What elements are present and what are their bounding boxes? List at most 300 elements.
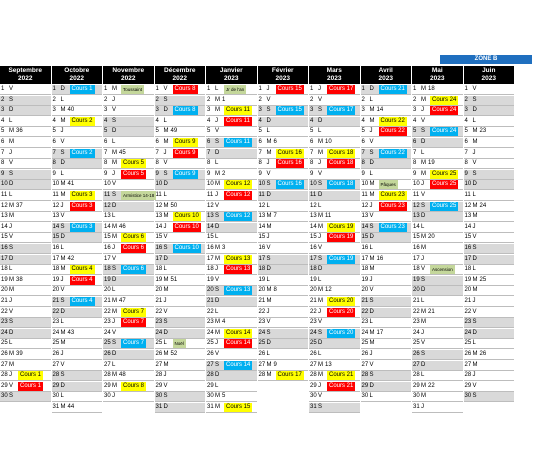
day-row[interactable] [258, 371, 309, 381]
day-row[interactable] [0, 138, 51, 148]
course-tag[interactable]: Cours 14 [226, 329, 251, 336]
day-row[interactable] [412, 297, 463, 307]
day-row[interactable] [52, 318, 103, 328]
day-row[interactable] [309, 85, 360, 95]
day-row[interactable] [52, 350, 103, 360]
day-row[interactable] [361, 255, 412, 265]
day-row[interactable] [52, 170, 103, 180]
day-row[interactable] [103, 85, 154, 95]
day-row[interactable] [103, 255, 154, 265]
day-row[interactable] [52, 212, 103, 222]
day-row[interactable] [361, 371, 412, 381]
day-row[interactable] [309, 382, 360, 392]
day-row[interactable] [52, 361, 103, 371]
day-row[interactable] [361, 191, 412, 201]
day-row[interactable] [412, 392, 463, 402]
day-row[interactable] [155, 149, 206, 159]
day-row[interactable] [464, 350, 515, 360]
day-row[interactable] [0, 85, 51, 95]
day-row[interactable] [103, 106, 154, 116]
day-row[interactable] [309, 159, 360, 169]
day-row[interactable] [0, 180, 51, 190]
day-row[interactable] [155, 329, 206, 339]
day-row[interactable] [309, 392, 360, 402]
day-row[interactable] [464, 180, 515, 190]
day-row[interactable] [103, 244, 154, 254]
day-row[interactable] [206, 159, 257, 169]
day-row[interactable] [103, 392, 154, 402]
day-row[interactable] [52, 223, 103, 233]
day-row[interactable] [155, 403, 206, 413]
day-row[interactable] [52, 106, 103, 116]
course-tag[interactable]: Cours 12 [226, 213, 251, 220]
course-tag[interactable]: Cours 18 [329, 181, 354, 188]
day-row[interactable] [412, 286, 463, 296]
day-row[interactable] [309, 276, 360, 286]
day-row[interactable] [206, 138, 257, 148]
day-row[interactable] [52, 297, 103, 307]
day-row[interactable] [206, 170, 257, 180]
course-tag[interactable]: Cours 12 [226, 181, 251, 188]
day-row[interactable] [0, 308, 51, 318]
day-row[interactable] [258, 180, 309, 190]
day-row[interactable] [412, 329, 463, 339]
day-row[interactable] [103, 350, 154, 360]
day-row[interactable] [309, 117, 360, 127]
course-tag[interactable]: Cours 3 [71, 202, 93, 209]
course-tag[interactable]: Cours 5 [123, 170, 145, 177]
day-row[interactable] [155, 308, 206, 318]
day-row[interactable] [412, 350, 463, 360]
day-row[interactable] [155, 170, 206, 180]
day-row[interactable] [361, 106, 412, 116]
day-row[interactable] [309, 191, 360, 201]
day-row[interactable] [52, 117, 103, 127]
day-row[interactable] [155, 276, 206, 286]
day-row[interactable] [103, 191, 154, 201]
day-row[interactable] [309, 127, 360, 137]
day-row[interactable] [412, 96, 463, 106]
day-row[interactable] [361, 85, 412, 95]
day-row[interactable] [309, 403, 360, 413]
day-row[interactable] [52, 202, 103, 212]
course-tag[interactable]: Cours 15 [277, 86, 302, 92]
course-tag[interactable]: Cours 24 [432, 107, 457, 114]
day-row[interactable] [258, 265, 309, 275]
day-row[interactable] [412, 85, 463, 95]
course-tag[interactable]: Cours 11 [226, 107, 250, 114]
day-row[interactable] [258, 170, 309, 180]
day-row[interactable] [258, 106, 309, 116]
course-tag[interactable]: Cours 17 [329, 107, 354, 114]
day-row[interactable] [52, 244, 103, 254]
day-row[interactable] [103, 361, 154, 371]
course-tag[interactable]: Cours 16 [277, 160, 302, 167]
day-row[interactable] [258, 233, 309, 243]
day-row[interactable] [258, 361, 309, 371]
day-row[interactable] [103, 117, 154, 127]
day-row[interactable] [361, 96, 412, 106]
course-tag[interactable]: Cours 21 [329, 372, 354, 379]
day-row[interactable] [0, 127, 51, 137]
course-tag[interactable]: Cours 8 [174, 86, 196, 92]
course-tag[interactable]: Cours 19 [329, 255, 354, 262]
day-row[interactable] [412, 244, 463, 254]
day-row[interactable] [206, 371, 257, 381]
day-row[interactable] [206, 308, 257, 318]
day-row[interactable] [412, 361, 463, 371]
course-tag[interactable]: Cours 22 [380, 149, 405, 156]
day-row[interactable] [309, 244, 360, 254]
day-row[interactable] [258, 329, 309, 339]
day-row[interactable] [309, 308, 360, 318]
day-row[interactable] [103, 329, 154, 339]
course-tag[interactable]: Cours 17 [329, 86, 354, 92]
course-tag[interactable]: Cours 9 [174, 170, 196, 177]
day-row[interactable] [412, 223, 463, 233]
day-row[interactable] [361, 392, 412, 402]
day-row[interactable] [412, 191, 463, 201]
day-row[interactable] [412, 371, 463, 381]
day-row[interactable] [103, 371, 154, 381]
day-row[interactable] [206, 212, 257, 222]
day-row[interactable] [361, 149, 412, 159]
day-row[interactable] [103, 265, 154, 275]
day-row[interactable] [206, 403, 257, 413]
day-row[interactable] [103, 159, 154, 169]
day-row[interactable] [464, 170, 515, 180]
day-row[interactable] [309, 149, 360, 159]
day-row[interactable] [155, 371, 206, 381]
day-row[interactable] [258, 127, 309, 137]
day-row[interactable] [206, 180, 257, 190]
day-row[interactable] [103, 318, 154, 328]
day-row[interactable] [0, 106, 51, 116]
day-row[interactable] [412, 202, 463, 212]
day-row[interactable] [464, 191, 515, 201]
day-row[interactable] [0, 255, 51, 265]
day-row[interactable] [464, 138, 515, 148]
day-row[interactable] [412, 265, 463, 275]
day-row[interactable] [206, 265, 257, 275]
day-row[interactable] [52, 308, 103, 318]
day-row[interactable] [464, 392, 515, 402]
day-row[interactable] [155, 117, 206, 127]
day-row[interactable] [361, 170, 412, 180]
day-row[interactable] [0, 318, 51, 328]
day-row[interactable] [464, 276, 515, 286]
day-row[interactable] [412, 255, 463, 265]
day-row[interactable] [0, 244, 51, 254]
day-row[interactable] [206, 350, 257, 360]
course-tag[interactable]: Cours 2 [71, 117, 93, 124]
day-row[interactable] [464, 318, 515, 328]
day-row[interactable] [206, 127, 257, 137]
day-row[interactable] [103, 339, 154, 349]
day-row[interactable] [258, 318, 309, 328]
day-row[interactable] [258, 96, 309, 106]
day-row[interactable] [103, 212, 154, 222]
day-row[interactable] [464, 85, 515, 95]
day-row[interactable] [464, 297, 515, 307]
course-tag[interactable]: Cours 24 [432, 96, 457, 103]
day-row[interactable] [206, 329, 257, 339]
day-row[interactable] [155, 265, 206, 275]
day-row[interactable] [0, 350, 51, 360]
day-row[interactable] [464, 308, 515, 318]
day-row[interactable] [258, 159, 309, 169]
day-row[interactable] [52, 96, 103, 106]
course-tag[interactable]: Cours 22 [380, 128, 405, 135]
day-row[interactable] [0, 233, 51, 243]
day-row[interactable] [103, 233, 154, 243]
course-tag[interactable]: Cours 18 [329, 149, 354, 156]
day-row[interactable] [258, 138, 309, 148]
holiday-label[interactable]: Toussaint [123, 87, 143, 92]
day-row[interactable] [361, 361, 412, 371]
day-row[interactable] [464, 255, 515, 265]
course-tag[interactable]: Cours 13 [226, 255, 251, 262]
course-tag[interactable]: Cours 23 [380, 192, 405, 198]
day-row[interactable] [309, 286, 360, 296]
course-tag[interactable]: Cours 20 [329, 308, 354, 315]
course-tag[interactable]: Cours 25 [432, 181, 457, 188]
day-row[interactable] [309, 329, 360, 339]
day-row[interactable] [206, 339, 257, 349]
day-row[interactable] [0, 286, 51, 296]
day-row[interactable] [52, 392, 103, 402]
day-row[interactable] [412, 159, 463, 169]
course-tag[interactable]: Cours 17 [277, 372, 302, 379]
day-row[interactable] [258, 286, 309, 296]
day-row[interactable] [464, 286, 515, 296]
day-row[interactable] [361, 276, 412, 286]
day-row[interactable] [361, 286, 412, 296]
course-tag[interactable]: Cours 4 [71, 298, 93, 304]
day-row[interactable] [361, 212, 412, 222]
day-row[interactable] [361, 339, 412, 349]
day-row[interactable] [309, 202, 360, 212]
day-row[interactable] [52, 191, 103, 201]
day-row[interactable] [206, 85, 257, 95]
day-row[interactable] [52, 138, 103, 148]
day-row[interactable] [361, 117, 412, 127]
day-row[interactable] [464, 202, 515, 212]
day-row[interactable] [0, 223, 51, 233]
day-row[interactable] [412, 180, 463, 190]
day-row[interactable] [412, 212, 463, 222]
day-row[interactable] [361, 382, 412, 392]
course-tag[interactable]: Cours 18 [329, 160, 354, 167]
day-row[interactable] [155, 96, 206, 106]
day-row[interactable] [412, 138, 463, 148]
day-row[interactable] [309, 297, 360, 307]
day-row[interactable] [258, 202, 309, 212]
day-row[interactable] [361, 297, 412, 307]
day-row[interactable] [0, 191, 51, 201]
course-tag[interactable]: Cours 21 [380, 86, 405, 92]
course-tag[interactable]: Cours 20 [329, 298, 354, 304]
day-row[interactable] [258, 117, 309, 127]
day-row[interactable] [0, 361, 51, 371]
day-row[interactable] [258, 149, 309, 159]
course-tag[interactable]: Cours 9 [174, 149, 196, 156]
day-row[interactable] [464, 106, 515, 116]
day-row[interactable] [103, 96, 154, 106]
course-tag[interactable]: Cours 1 [20, 382, 42, 389]
day-row[interactable] [0, 339, 51, 349]
day-row[interactable] [258, 223, 309, 233]
day-row[interactable] [206, 202, 257, 212]
day-row[interactable] [361, 308, 412, 318]
course-tag[interactable]: Cours 19 [329, 234, 354, 241]
course-tag[interactable]: Cours 3 [71, 192, 93, 198]
day-row[interactable] [0, 371, 51, 381]
day-row[interactable] [206, 382, 257, 392]
day-row[interactable] [103, 308, 154, 318]
day-row[interactable] [464, 382, 515, 392]
day-row[interactable] [155, 339, 206, 349]
course-tag[interactable]: Cours 6 [123, 245, 145, 251]
day-row[interactable] [0, 329, 51, 339]
day-row[interactable] [52, 403, 103, 413]
course-tag[interactable]: Cours 2 [71, 149, 93, 156]
day-row[interactable] [52, 371, 103, 381]
day-row[interactable] [412, 149, 463, 159]
day-row[interactable] [309, 339, 360, 349]
day-row[interactable] [52, 286, 103, 296]
course-tag[interactable]: Cours 14 [226, 340, 251, 347]
day-row[interactable] [361, 223, 412, 233]
day-row[interactable] [0, 96, 51, 106]
day-row[interactable] [0, 117, 51, 127]
day-row[interactable] [155, 361, 206, 371]
day-row[interactable] [155, 233, 206, 243]
day-row[interactable] [52, 255, 103, 265]
day-row[interactable] [52, 265, 103, 275]
day-row[interactable] [206, 223, 257, 233]
day-row[interactable] [206, 297, 257, 307]
day-row[interactable] [412, 106, 463, 116]
course-tag[interactable]: Cours 16 [277, 149, 302, 156]
day-row[interactable] [0, 297, 51, 307]
holiday-label[interactable]: Noël [174, 341, 184, 347]
day-row[interactable] [258, 191, 309, 201]
holiday-label[interactable]: Jr de l'an [226, 87, 245, 92]
day-row[interactable] [155, 392, 206, 402]
day-row[interactable] [464, 329, 515, 339]
day-row[interactable] [309, 106, 360, 116]
day-row[interactable] [52, 127, 103, 137]
day-row[interactable] [155, 85, 206, 95]
day-row[interactable] [309, 350, 360, 360]
course-tag[interactable]: Cours 23 [380, 223, 405, 230]
day-row[interactable] [206, 318, 257, 328]
day-row[interactable] [103, 180, 154, 190]
day-row[interactable] [309, 138, 360, 148]
day-row[interactable] [464, 212, 515, 222]
day-row[interactable] [309, 223, 360, 233]
course-tag[interactable]: Cours 1 [20, 372, 42, 379]
day-row[interactable] [155, 138, 206, 148]
day-row[interactable] [0, 276, 51, 286]
course-tag[interactable]: Cours 5 [123, 160, 145, 167]
course-tag[interactable]: Cours 25 [432, 202, 457, 209]
day-row[interactable] [412, 127, 463, 137]
day-row[interactable] [155, 382, 206, 392]
course-tag[interactable]: Cours 7 [123, 308, 145, 315]
day-row[interactable] [412, 339, 463, 349]
day-row[interactable] [309, 371, 360, 381]
day-row[interactable] [206, 276, 257, 286]
day-row[interactable] [103, 382, 154, 392]
day-row[interactable] [103, 223, 154, 233]
day-row[interactable] [52, 339, 103, 349]
day-row[interactable] [464, 223, 515, 233]
day-row[interactable] [309, 318, 360, 328]
course-tag[interactable]: Cours 8 [123, 382, 145, 389]
day-row[interactable] [361, 233, 412, 243]
day-row[interactable] [412, 308, 463, 318]
course-tag[interactable]: Cours 10 [174, 245, 199, 251]
day-row[interactable] [206, 96, 257, 106]
course-tag[interactable]: Cours 21 [329, 382, 354, 389]
day-row[interactable] [155, 286, 206, 296]
day-row[interactable] [0, 149, 51, 159]
course-tag[interactable]: Cours 19 [329, 223, 354, 230]
day-row[interactable] [206, 191, 257, 201]
course-tag[interactable]: Cours 8 [174, 107, 196, 114]
course-tag[interactable]: Cours 11 [226, 117, 250, 124]
holiday-label[interactable]: Pâques [380, 182, 396, 188]
day-row[interactable] [103, 202, 154, 212]
day-row[interactable] [52, 180, 103, 190]
day-row[interactable] [361, 138, 412, 148]
day-row[interactable] [206, 244, 257, 254]
day-row[interactable] [155, 318, 206, 328]
day-row[interactable] [0, 265, 51, 275]
day-row[interactable] [155, 127, 206, 137]
day-row[interactable] [0, 382, 51, 392]
day-row[interactable] [464, 339, 515, 349]
day-row[interactable] [361, 159, 412, 169]
day-row[interactable] [0, 392, 51, 402]
day-row[interactable] [0, 170, 51, 180]
day-row[interactable] [309, 361, 360, 371]
day-row[interactable] [412, 170, 463, 180]
course-tag[interactable]: Cours 10 [174, 223, 199, 230]
day-row[interactable] [155, 350, 206, 360]
day-row[interactable] [309, 255, 360, 265]
course-tag[interactable]: Cours 9 [174, 139, 196, 145]
day-row[interactable] [206, 149, 257, 159]
day-row[interactable] [361, 180, 412, 190]
day-row[interactable] [103, 149, 154, 159]
day-row[interactable] [206, 286, 257, 296]
course-tag[interactable]: Cours 4 [71, 266, 93, 273]
course-tag[interactable]: Cours 7 [123, 319, 145, 326]
day-row[interactable] [412, 233, 463, 243]
course-tag[interactable]: Cours 20 [329, 329, 354, 336]
day-row[interactable] [52, 233, 103, 243]
day-row[interactable] [155, 191, 206, 201]
day-row[interactable] [464, 371, 515, 381]
day-row[interactable] [464, 159, 515, 169]
course-tag[interactable]: Cours 14 [226, 361, 251, 368]
holiday-label[interactable]: Armistice 14-18 [123, 193, 155, 198]
day-row[interactable] [464, 233, 515, 243]
day-row[interactable] [258, 308, 309, 318]
